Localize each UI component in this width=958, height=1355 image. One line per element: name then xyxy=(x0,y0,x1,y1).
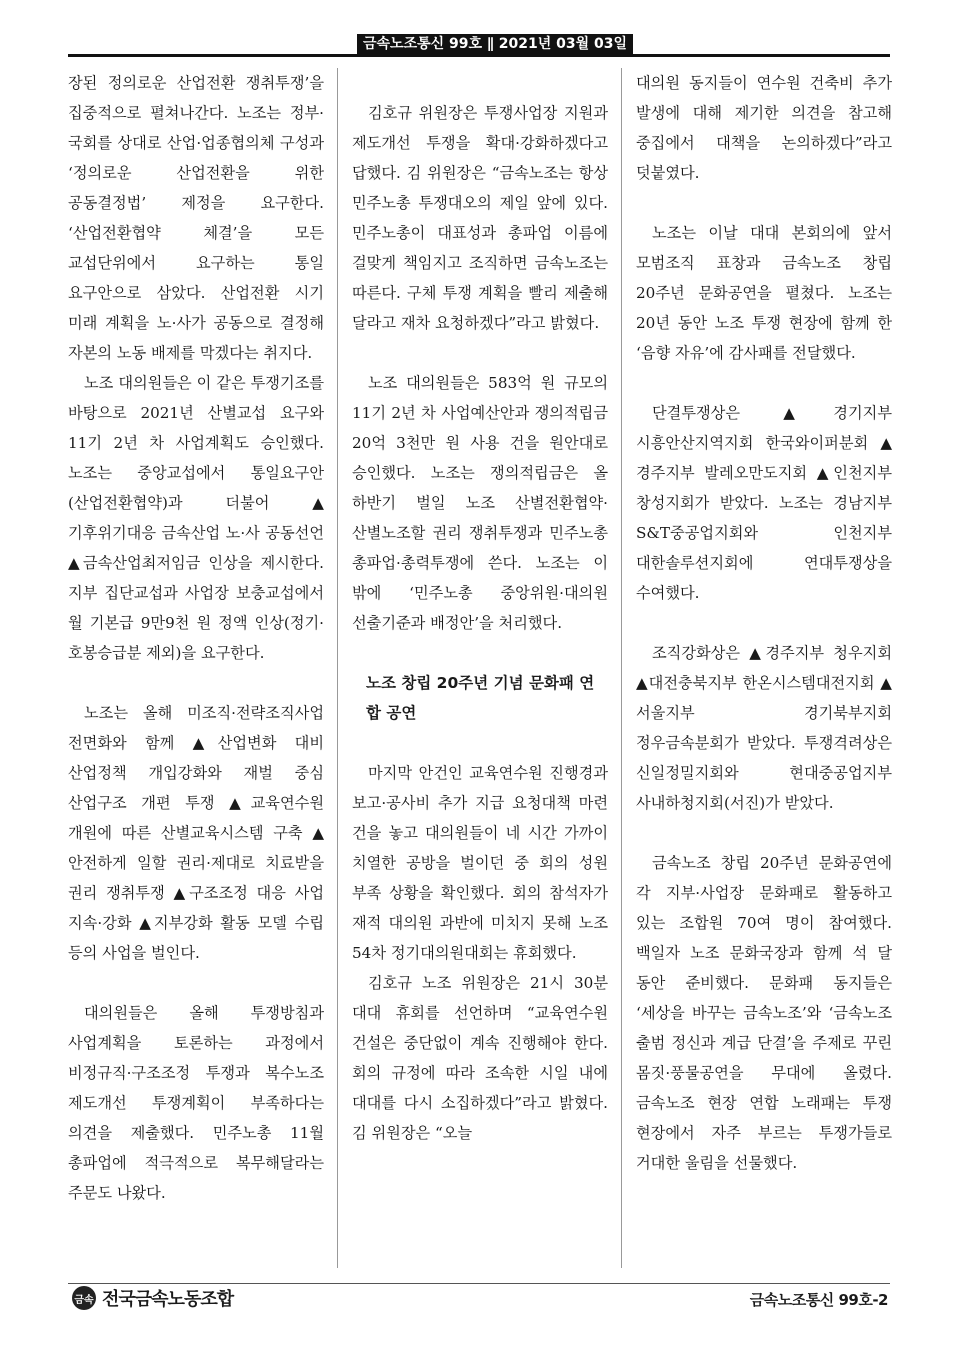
article-paragraph: 김호규 노조 위원장은 21시 30분 대대 휴회를 선언하며 “교육연수원 건설은 중단없이 계속 진행해야 한다. 회의 규정에 따라 조속한 시일 내에 대대를 다시 소집하겠다”라고 밝혔다. 김 위원장은 “오늘 xyxy=(352,974,608,1142)
article-paragraph: 단결투쟁상은 ▲경기지부 시흥안산지역지회 한국와이퍼분회 ▲경주지부 발레오만도지회 ▲인천지부 창성지회가 받았다. 노조는 경남지부 S&T중공업지회와 인천지부 대한솔루션지회에 연대투쟁상을 수여했다. xyxy=(636,404,892,602)
article-paragraph: 노조 대의원들은 583억 원 규모의 11기 2년 차 사업예산안과 쟁의적립금 20억 3천만 원 사용 건을 원안대로 승인했다. 노조는 쟁의적립금은 올 하반기 벌일 노조 산별전환협약·산별노조할 권리 쟁취투쟁과 민주노총 총파업·총력투쟁에 쓴다. 노조는 이 밖에 ‘민주노총 중앙위원·대의원 선출기준과 배정안’을 처리했다. xyxy=(352,374,608,632)
paragraph-gap xyxy=(68,968,324,998)
union-logo-icon: 금속 xyxy=(72,1286,96,1310)
masthead xyxy=(68,30,890,56)
article-paragraph: 장된 정의로운 산업전환 쟁취투쟁’을 집중적으로 펼쳐나간다. 노조는 정부·국회를 상대로 산업·업종협의체 구성과 ‘정의로운 산업전환을 위한 공동결정법’ 제정을 요구한다. ‘산업전환협약 체결’을 모든 교섭단위에서 요구하는 통일 요구안으로 삼았다. 산업전환 시기 미래 계획을 노·사가 공동으로 결정해 자본의 노동 배제를 막겠다는 취지다. xyxy=(68,74,324,362)
article-paragraph: 노조는 올해 미조직·전략조직사업 전면화와 함께 ▲산업변화 대비 산업정책 개입강화와 재벌 중심 산업구조 개편 투쟁 ▲교육연수원 개원에 따른 산별교육시스템 구축 ▲안전하게 일할 권리·제대로 치료받을 권리 쟁취투쟁 ▲구조조정 대응 사업 지속·강화 ▲지부강화 활동 모델 수립 등의 사업을 벌인다. xyxy=(68,704,324,962)
page-number-label: 금속노조통신 99호-2 xyxy=(749,1291,888,1309)
article-paragraph: 마지막 안건인 교육연수원 진행경과 보고·공사비 추가 지급 요청대책 마련 건을 놓고 대의원들이 네 시간 가까이 치열한 공방을 벌이던 중 회의 성원 부족 상황을 확인했다. 회의 참석자가 재적 대의원 과반에 미치지 못해 노조 54차 정기대의원대회는 휴회했다. xyxy=(352,764,608,962)
organization-name: 전국금속노동조합 xyxy=(102,1289,234,1310)
article-paragraph: 김호규 위원장은 투쟁사업장 지원과 제도개선 투쟁을 확대·강화하겠다고 답했다. 김 위원장은 “금속노조는 항상 민주노총 투쟁대오의 제일 앞에 있다. 민주노총이 대표성과 총파업 이름에 걸맞게 책임지고 조직하면 금속노조는 따른다. 구체 투쟁 계획을 빨리 제출해 달라고 재차 요청하겠다”라고 밝혔다. xyxy=(352,104,608,332)
paragraph-gap xyxy=(636,188,892,218)
paragraph-gap xyxy=(636,818,892,848)
article-paragraph: 노조 대의원들은 이 같은 투쟁기조를 바탕으로 2021년 산별교섭 요구와 11기 2년 차 사업계획도 승인했다. 노조는 중앙교섭에서 통일요구안(산업전환협약)과 더불어 ▲기후위기대응 금속산업 노·사 공동선언 ▲금속산업최저임금 인상을 제시한다. 지부 집단교섭과 사업장 보충교섭에서 월 기본급 9만9천 원 정액 인상(정기·호봉승급분 제외)을 요구한다. xyxy=(68,374,324,662)
article-paragraph: 대의원들은 올해 투쟁방침과 사업계획을 토론하는 과정에서 비정규직·구조조정 투쟁과 복수노조 제도개선 투쟁계획이 부족하다는 의견을 제출했다. 민주노총 11월 총파업에 적극적으로 복무해달라는 주문도 나왔다. xyxy=(68,1004,324,1202)
article-column-1 xyxy=(68,68,324,1208)
paragraph-gap xyxy=(352,638,608,668)
paragraph-gap xyxy=(352,338,608,368)
paragraph-gap xyxy=(636,368,892,398)
article-column-2 xyxy=(352,68,608,1148)
article-subheading: 노조 창립 20주년 기념 문화패 연합 공연 xyxy=(366,674,595,722)
article-paragraph: 금속노조 창립 20주년 문화공연에 각 지부·사업장 문화패로 활동하고 있는 조합원 70여 명이 참여했다. 백일자 노조 문화국장과 함께 석 달 동안 준비했다. 문화패 동지들은 ‘세상을 바꾸는 금속노조’와 ‘금속노조 출범 정신과 계급 단결’을 주제로 꾸린 몸짓·풍물공연을 무대에 올렸다. 금속노조 현장 연합 노래패는 투쟁 현장에서 자주 부르는 투쟁가들로 거대한 울림을 선물했다. xyxy=(636,854,892,1172)
header-rule xyxy=(68,54,890,57)
column-divider xyxy=(337,68,338,1268)
column-divider xyxy=(621,68,622,1268)
newsletter-header-title: 금속노조통신 99호 ∥ 2021년 03월 03일 xyxy=(357,34,633,54)
footer-organization xyxy=(72,1284,233,1312)
paragraph-gap xyxy=(352,68,608,98)
article-column-3 xyxy=(636,68,892,1178)
paragraph-gap xyxy=(636,608,892,638)
article-paragraph: 대의원 동지들이 연수원 건축비 추가 발생에 대해 제기한 의견을 참고해 중집에서 대책을 논의하겠다”라고 덧붙였다. xyxy=(636,74,892,182)
paragraph-gap xyxy=(352,728,608,758)
article-paragraph: 노조는 이날 대대 본회의에 앞서 모범조직 표창과 금속노조 창립 20주년 문화공연을 펼쳤다. 노조는 20년 동안 노조 투쟁 현장에 함께 한 ‘음향 자유’에 감사패를 전달했다. xyxy=(636,224,892,362)
paragraph-gap xyxy=(68,668,324,698)
article-paragraph: 조직강화상은 ▲경주지부 청우지회 ▲대전충북지부 한온시스템대전지회 ▲서울지부 경기북부지회 정우금속분회가 받았다. 투쟁격려상은 신일정밀지회와 현대중공업지부 사내하청지회(서진)가 받았다. xyxy=(636,644,892,812)
